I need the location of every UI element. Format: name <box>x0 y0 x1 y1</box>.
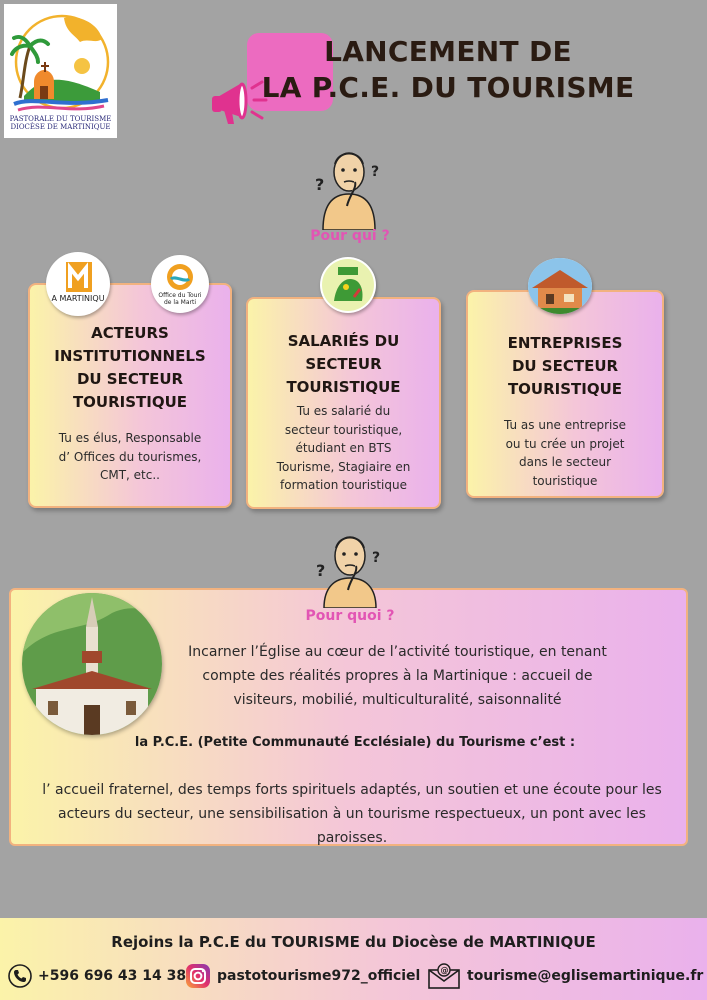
svg-text:?: ? <box>371 164 380 180</box>
card-body-line: dans le secteur <box>518 455 612 469</box>
title-line-1: LANCEMENT DE <box>324 35 572 68</box>
pce-description-line: paroisses. <box>316 830 388 846</box>
office-tourisme-logo-line: Office du Touri <box>158 292 202 299</box>
card-body-line: CMT, etc.. <box>99 468 160 482</box>
card-title-line: SALARIÉS DU <box>287 332 400 350</box>
card-title-line: TOURISTIQUE <box>286 378 401 396</box>
instagram-contact[interactable] <box>185 962 420 990</box>
card-title <box>30 322 230 414</box>
office-tourisme-logo-text <box>151 292 209 306</box>
card-title <box>248 330 439 399</box>
church-photo <box>22 593 162 735</box>
logo-emblem-icon <box>4 4 117 114</box>
card-body <box>254 402 433 495</box>
logo-caption: PASTORALE DU TOURISME DIOCÈSE DE MARTINIQUE <box>9 115 112 131</box>
pce-description <box>22 778 682 850</box>
pour-quoi-text <box>165 640 630 712</box>
card-title-line: TOURISTIQUE <box>72 393 188 411</box>
email-address: tourisme@eglisemartinique.fr <box>467 968 704 984</box>
svg-text:?: ? <box>316 561 326 580</box>
card-acteurs-institutionnels <box>28 283 232 508</box>
card-body-line: secteur touristique, <box>284 422 403 437</box>
pce-description-line: acteurs du secteur, une sensibilisation à un tourisme respectueux, un pont avec les <box>58 806 646 822</box>
pour-quoi-line: Incarner l’Église au cœur de l’activité touristique, en tenant <box>188 644 607 660</box>
card-salaries <box>246 297 441 509</box>
card-body-line: Tu es élus, Responsable <box>58 431 202 445</box>
mascot-logo-icon <box>320 257 376 313</box>
phone-number: +596 696 43 14 38 <box>38 968 187 984</box>
pour-quoi-line: visiteurs, mobilié, multiculturalité, saisonnalité <box>233 692 562 708</box>
card-body-line: Tu es salarié du <box>296 404 391 418</box>
footer-title: Rejoins la P.C.E du TOURISME du Diocèse de MARTINIQUE <box>111 933 596 951</box>
card-title-line: DU SECTEUR <box>76 370 184 388</box>
martinique-logo-icon <box>46 252 110 316</box>
card-title-line: INSTITUTIONNELS <box>54 347 206 365</box>
card-title <box>468 332 662 401</box>
card-title-line: DU SECTEUR <box>511 357 619 375</box>
card-title-line: TOURISTIQUE <box>507 380 623 398</box>
card-body-line: formation touristique <box>280 478 407 492</box>
phone-icon <box>8 964 32 988</box>
svg-text:?: ? <box>372 550 381 566</box>
thinking-person-icon <box>309 146 389 230</box>
email-contact[interactable] <box>427 962 703 990</box>
office-tourisme-logo-icon <box>151 255 209 313</box>
card-title-line: ENTREPRISES <box>507 334 623 352</box>
title-line-2: LA P.C.E. DU TOURISME <box>261 71 635 104</box>
card-body <box>474 416 656 490</box>
card-body <box>36 429 224 485</box>
pastorale-logo <box>4 4 117 138</box>
card-body-line: Tu as une entreprise <box>503 418 627 432</box>
svg-text:@: @ <box>440 966 449 975</box>
card-title-line: ACTEURS <box>91 324 169 342</box>
card-entreprises <box>466 290 664 498</box>
phone-contact[interactable] <box>8 962 186 990</box>
pour-qui-label: Pour qui ? <box>310 228 390 244</box>
svg-text:?: ? <box>315 175 325 194</box>
pce-description-line: l’ accueil fraternel, des temps forts spirituels adaptés, un soutien et une écoute pour les <box>42 782 662 798</box>
card-body-line: d’ Offices du tourismes, <box>58 449 202 464</box>
pce-definition: la P.C.E. (Petite Communauté Ecclésiale) du Tourisme c’est : <box>134 735 576 750</box>
card-title-line: SECTEUR <box>305 355 382 373</box>
house-photo-icon <box>528 258 592 314</box>
martinique-logo-text: A MARTINIQU <box>51 294 105 303</box>
page-title <box>238 34 658 106</box>
instagram-handle: pastotourisme972_officiel <box>217 968 421 984</box>
instagram-icon <box>185 963 211 989</box>
card-body-line: étudiant en BTS <box>295 441 392 455</box>
pour-quoi-label: Pour quoi ? <box>305 608 395 624</box>
email-icon <box>427 963 461 989</box>
thinking-person-icon <box>310 530 390 608</box>
card-body-line: touristique <box>532 473 598 488</box>
office-tourisme-logo-line: de la Marti <box>164 299 196 306</box>
card-body-line: Tourisme, Stagiaire en <box>276 459 411 474</box>
pour-quoi-line: compte des réalités propres à la Martinique : accueil de <box>202 668 593 684</box>
card-body-line: ou tu crée un projet <box>505 436 625 451</box>
